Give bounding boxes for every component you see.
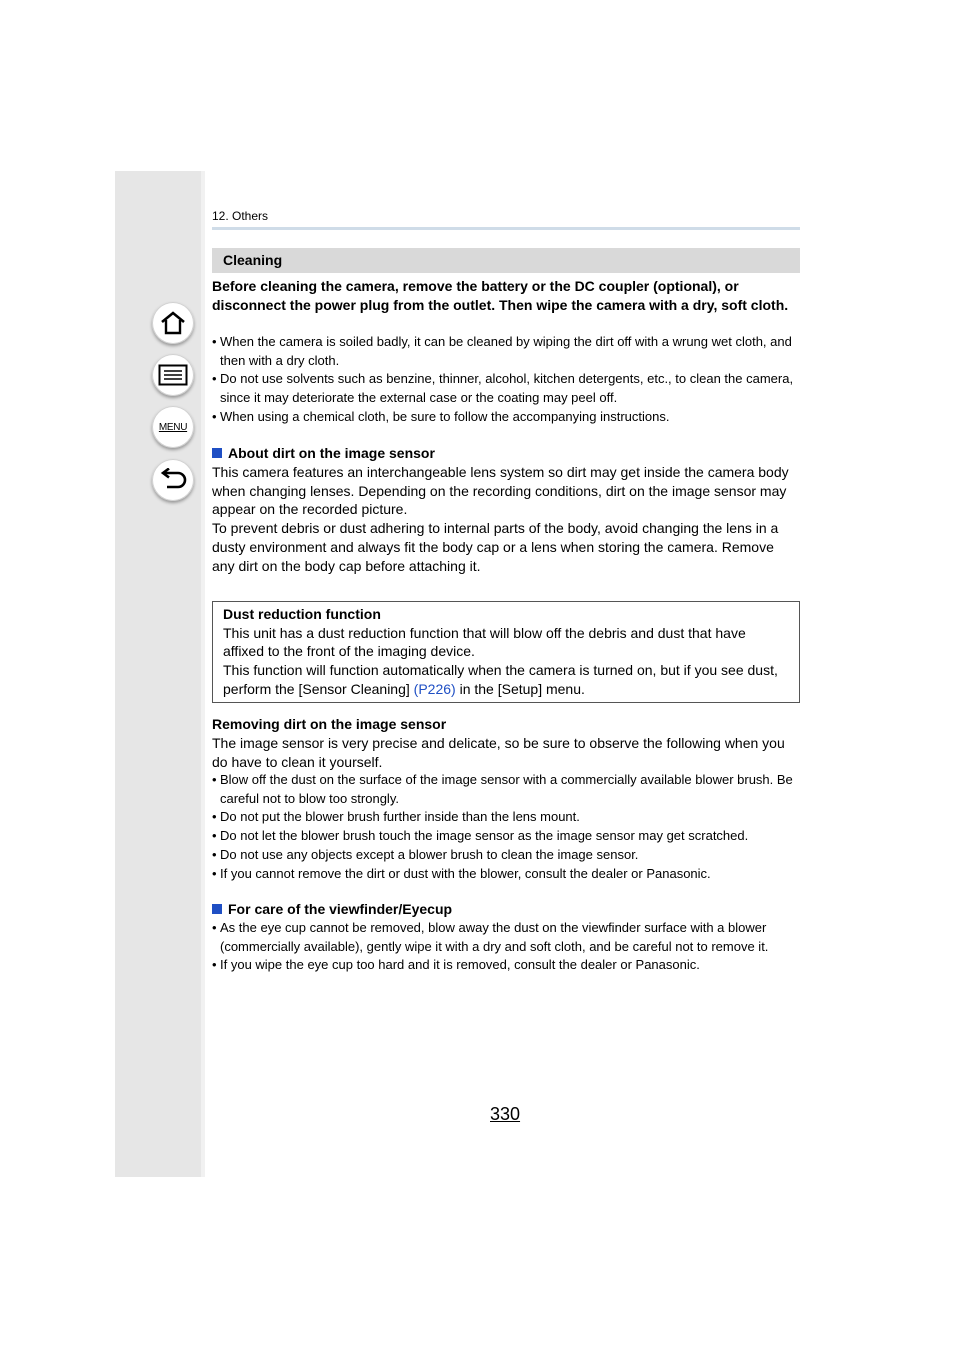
section-title-cleaning: Cleaning xyxy=(212,248,800,273)
removing-bullets xyxy=(212,771,800,883)
heading-sensor-dirt: About dirt on the image sensor xyxy=(212,444,800,463)
breadcrumb: 12. Others xyxy=(212,209,269,223)
contents-button[interactable] xyxy=(152,354,194,396)
square-bullet-icon xyxy=(212,448,222,458)
heading-viewfinder-care: For care of the viewfinder/Eyecup xyxy=(212,900,800,919)
header-rule xyxy=(212,227,800,230)
home-icon xyxy=(159,310,187,336)
list-item: • Blow off the dust on the surface of the image sensor with a commercially available blower brush. Be careful not to blow too strongly. xyxy=(212,772,793,806)
paragraph: To prevent debris or dust adhering to internal parts of the body, avoid changing the lens in a dusty environment and always fit the body cap or a lens when storing the camera. Remove any dirt on the body cap before attaching it. xyxy=(212,520,779,574)
page-link-p226[interactable]: (P226) xyxy=(413,680,456,697)
cleaning-intro: Before cleaning the camera, remove the battery or the DC coupler (optional), or disconnect the power plug from the outlet. Then wipe the camera with a dry, soft cloth. xyxy=(212,278,789,313)
list-item: • Do not use solvents such as benzine, thinner, alcohol, kitchen detergents, etc., to clean the camera, since it may deteriorate the external case or the coating may peel off. xyxy=(212,371,794,406)
list-item: • When using a chemical cloth, be sure to follow the accompanying instructions. xyxy=(212,408,670,424)
cleaning-bullets xyxy=(212,333,800,427)
list-item: • When the camera is soiled badly, it can be cleaned by wiping the dirt off with a wrung wet cloth, and then with a dry cloth. xyxy=(212,334,792,368)
paragraph: This unit has a dust reduction function that will blow off the debris and dust that have affixed to the front of the imaging device. xyxy=(223,624,746,660)
list-item: • If you wipe the eye cup too hard and it is removed, consult the dealer or Panasonic. xyxy=(212,957,700,973)
home-button[interactable] xyxy=(152,302,194,344)
sensor-dirt-body xyxy=(212,463,800,575)
list-item: • As the eye cup cannot be removed, blow away the dust on the viewfinder surface with a blower (commercially available), gently wipe it with a dry and soft cloth, and be careful not to remove it. xyxy=(212,920,769,954)
heading-removing-dirt: Removing dirt on the image sensor xyxy=(212,716,447,732)
paragraph: This function will function automatically when the camera is turned on, but if you see dust, perform the [Sensor Cleaning] (P226) in the [Setup] menu. xyxy=(223,662,778,697)
back-button[interactable] xyxy=(152,459,194,501)
paragraph: This camera features an interchangeable lens system so dirt may get inside the camera body when changing lenses. Depending on the recording conditions, dirt on the image sensor may appear on the recorded picture. xyxy=(212,464,789,518)
page-number[interactable]: 330 xyxy=(490,1104,521,1124)
square-bullet-icon xyxy=(212,904,222,914)
dust-reduction-box xyxy=(212,601,800,703)
sidebar-edge xyxy=(201,171,205,1177)
list-item: • If you cannot remove the dirt or dust with the blower, consult the dealer or Panasonic. xyxy=(212,865,711,881)
viewfinder-bullets xyxy=(212,919,800,975)
list-item: • Do not let the blower brush touch the image sensor as the image sensor may get scratched. xyxy=(212,828,749,844)
menu-button[interactable] xyxy=(152,406,194,448)
list-item: • Do not put the blower brush further inside than the lens mount. xyxy=(212,809,580,825)
back-icon xyxy=(159,468,187,492)
contents-list-icon xyxy=(158,364,188,386)
removing-intro: The image sensor is very precise and delicate, so be sure to observe the following when you do have to clean it yourself. xyxy=(212,735,785,770)
menu-icon: MENU xyxy=(158,421,188,433)
list-item: • Do not use any objects except a blower brush to clean the image sensor. xyxy=(212,846,639,862)
box-title: Dust reduction function xyxy=(223,606,381,622)
